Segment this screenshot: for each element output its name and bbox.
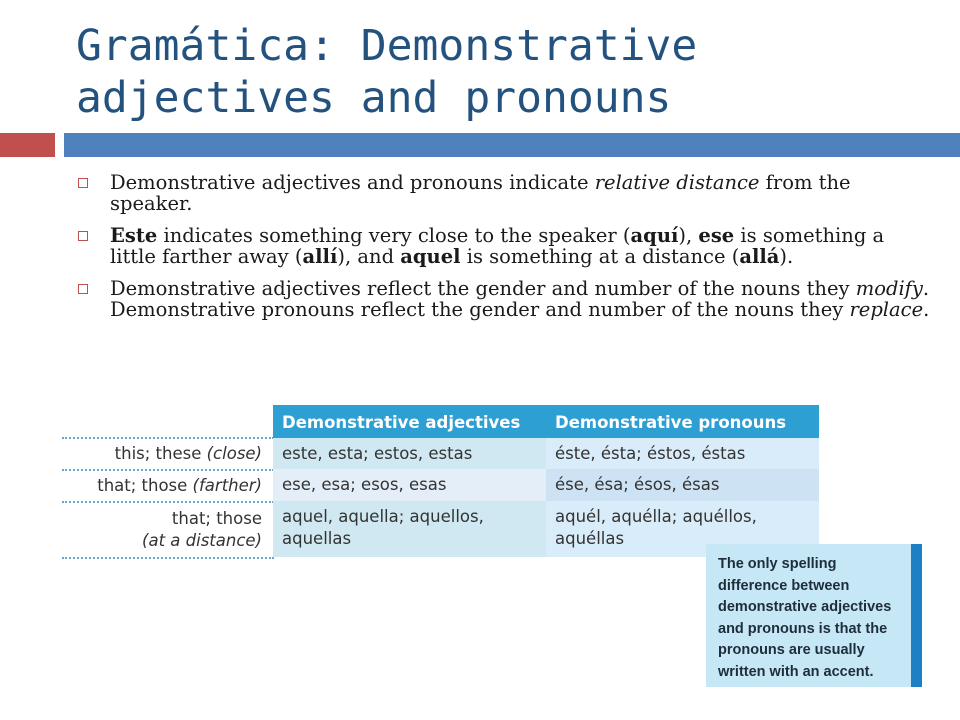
square-bullet-icon [78, 178, 88, 188]
bullet-item-2: Este indicates something very close to the speaker (aquí), ese is something a little farther away (allí), and aquel is something at a distance (allá). [74, 225, 934, 267]
square-bullet-icon [78, 231, 88, 241]
bullet-list [74, 172, 934, 331]
header-pronouns: Demonstrative pronouns [546, 405, 819, 438]
divider-dotted [62, 557, 274, 559]
bullet-item-1: Demonstrative adjectives and pronouns indicate relative distance from the speaker. [74, 172, 934, 214]
accent-bar-blue [64, 133, 960, 157]
note-text: The only spelling difference between demonstrative adjectives and pronouns is that the pronouns are usually written with an accent. [718, 556, 892, 680]
title-line-1: Gramática: Demonstrative [76, 21, 698, 71]
bullet-item-3: Demonstrative adjectives reflect the gender and number of the nouns they modify. Demonstrative pronouns reflect the gender and number of the nouns they replace. [74, 278, 934, 320]
cell-pronouns-close: éste, ésta; éstos, éstas [546, 438, 819, 469]
cell-pronouns-farther: ése, ésa; ésos, ésas [546, 469, 819, 501]
cell-adjectives-farther: ese, esa; esos, esas [273, 469, 546, 501]
cell-adjectives-close: este, esta; estos, estas [273, 438, 546, 469]
row-label-farther: that; those (farther) [97, 476, 262, 495]
cell-pronouns-distance: aquél, aquélla; aquéllos, aquéllas [546, 501, 819, 557]
title-line-2: adjectives and pronouns [76, 73, 672, 123]
header-adjectives: Demonstrative adjectives [273, 405, 546, 438]
divider-dotted [62, 437, 274, 439]
divider-dotted [62, 469, 274, 471]
note-stripe [911, 544, 922, 687]
cell-adjectives-distance: aquel, aquella; aquellos, aquellas [273, 501, 546, 557]
divider-dotted [62, 501, 274, 503]
spelling-note-box [706, 544, 922, 687]
square-bullet-icon [78, 284, 88, 294]
accent-bar-red [0, 133, 55, 157]
row-label-close: this; these (close) [114, 444, 262, 463]
slide-title [76, 20, 936, 124]
row-label-distance: that; those (at a distance) [142, 509, 262, 550]
